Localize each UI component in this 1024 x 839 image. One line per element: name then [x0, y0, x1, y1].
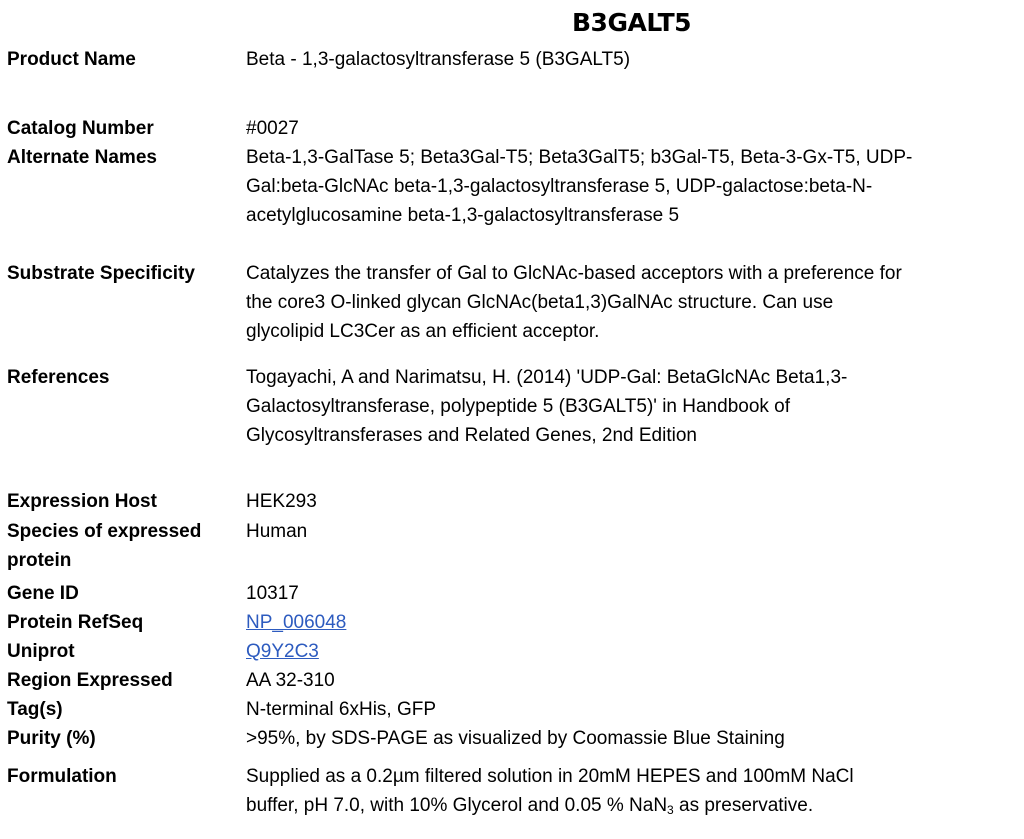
value-uniprot — [246, 637, 1016, 666]
reference-line: Galactosyltransferase, polypeptide 5 (B3GALT5)' in Handbook of — [246, 396, 791, 417]
value-tags: N-terminal 6xHis, GFP — [246, 699, 437, 720]
uniprot-link[interactable]: Q9Y2C3 — [246, 641, 319, 662]
value-gene-id: 10317 — [246, 583, 299, 604]
formulation-line: Supplied as a 0.2µm filtered solution in 20mM HEPES and 100mM NaCl — [246, 766, 854, 787]
label-protein-refseq: Protein RefSeq — [7, 612, 144, 633]
species-label-line: protein — [7, 550, 72, 571]
value-protein-refseq — [246, 608, 1016, 637]
label-substrate-specificity: Substrate Specificity — [7, 263, 195, 284]
label-uniprot: Uniprot — [7, 641, 75, 662]
substrate-line: Catalyzes the transfer of Gal to GlcNAc-based acceptors with a preference for — [246, 263, 902, 284]
alternate-names-line: Gal:beta-GlcNAc beta-1,3-galactosyltransferase 5, UDP-galactose:beta-N- — [246, 176, 873, 197]
value-product-name: Beta - 1,3-galactosyltransferase 5 (B3GALT5) — [246, 49, 631, 70]
label-formulation: Formulation — [7, 766, 117, 787]
value-purity: >95%, by SDS-PAGE as visualized by Coomassie Blue Staining — [246, 728, 785, 749]
page-title: B3GALT5 — [572, 8, 692, 37]
formulation-line — [246, 791, 1016, 820]
value-catalog-number: #0027 — [246, 118, 299, 139]
label-region-expressed: Region Expressed — [7, 670, 173, 691]
label-alternate-names: Alternate Names — [7, 147, 157, 168]
value-references — [246, 363, 1016, 450]
species-label-line: Species of expressed — [7, 521, 202, 542]
value-substrate-specificity — [246, 259, 1016, 346]
label-product-name: Product Name — [7, 49, 136, 70]
label-catalog-number: Catalog Number — [7, 118, 154, 139]
substrate-line: glycolipid LC3Cer as an efficient acceptor. — [246, 321, 600, 342]
label-tags: Tag(s) — [7, 699, 63, 720]
reference-line: Togayachi, A and Narimatsu, H. (2014) 'UDP-Gal: BetaGlcNAc Beta1,3- — [246, 367, 848, 388]
reference-line: Glycosyltransferases and Related Genes, 2nd Edition — [246, 425, 697, 446]
substrate-line: the core3 O-linked glycan GlcNAc(beta1,3)GalNAc structure. Can use — [246, 292, 834, 313]
formulation-text: buffer, pH 7.0, with 10% Glycerol and 0.05 % NaN — [246, 795, 668, 816]
alternate-names-line: Beta-1,3-GalTase 5; Beta3Gal-T5; Beta3GalT5; b3Gal-T5, Beta-3-Gx-T5, UDP- — [246, 147, 913, 168]
label-expression-host: Expression Host — [7, 491, 157, 512]
label-gene-id: Gene ID — [7, 583, 79, 604]
alternate-names-line: acetylglucosamine beta-1,3-galactosyltransferase 5 — [246, 205, 680, 226]
value-region-expressed: AA 32-310 — [246, 670, 335, 691]
label-species — [7, 517, 239, 575]
protein-refseq-link[interactable]: NP_006048 — [246, 612, 347, 633]
formulation-text: as preservative. — [673, 795, 814, 816]
label-purity: Purity (%) — [7, 728, 96, 749]
value-alternate-names — [246, 143, 1016, 230]
label-references: References — [7, 367, 110, 388]
value-species: Human — [246, 521, 308, 542]
value-formulation — [246, 762, 1016, 820]
value-expression-host: HEK293 — [246, 491, 317, 512]
formulation-subscript: 3 — [667, 803, 674, 817]
